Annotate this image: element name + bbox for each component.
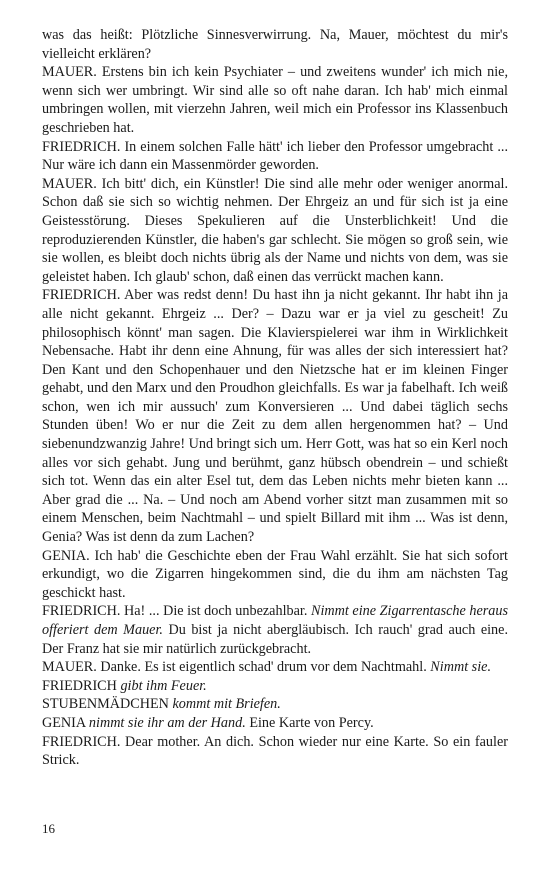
text-paragraph [42,714,508,733]
text-paragraph [42,733,508,770]
dialogue-text: FRIEDRICH. Dear mother. An dich. Schon wieder nur eine Karte. So ein fauler Strick. [42,733,508,769]
dialogue-text: Eine Karte von Percy. [245,714,374,731]
text-paragraph [42,677,508,696]
stage-direction: kommt mit Briefen. [172,696,281,713]
stage-direction: nimmt sie ihr am der Hand. [88,714,246,731]
dialogue-text: was das heißt: Plötzliche Sinnesverwirrung. Na, Mauer, möchtest du mir's vielleicht erklären? [42,27,508,62]
text-paragraph [42,602,508,658]
text-paragraph [42,63,508,137]
stage-direction: Nimmt sie. [430,659,491,676]
page-number: 16 [42,821,55,836]
stage-direction: gibt ihm Feuer. [120,677,207,694]
text-paragraph [42,286,508,546]
text-paragraph [42,547,508,603]
page-text [42,26,508,770]
text-paragraph [42,138,508,175]
dialogue-text: FRIEDRICH. Aber was redst denn! Du hast ihn ja nicht gekannt. Ihr habt ihn ja alle nicht gekannt. Ehrgeiz ... Der? – Dazu war er ja viel zu gescheit! Zu philosophisch könnt' man sagen. Die Klavierspielerei war ihm in Wirklichkeit Nebensache. Habt ihr denn eine Ahnung, für was alles der sich interessiert hat? Den Kant und den Schopenhauer und den Nietzsche hat er im kleinen Finger gehabt, und den Marx und den Proudhon gleichfalls. Es war ja fabelhaft. Ich weiß schon, wen ich mir aussuch' zum Konversieren ... Und dabei täglich sechs Stunden üben! Wo er nur die Zeit zu dem allen hergenommen hat? – Und siebenundzwanzig Jahre! Und bringt sich um. Herr Gott, was hat so ein Kerl noch alles vor sich gehabt. Jung und berühmt, ganz hübsch obendrein – und schießt sich tot. Wenn das ein alter Esel tut, dem das Leben nichts mehr bieten kann ... Aber grad die ... Na. – Und noch am Abend vorher sitzt man zusammen mit so einem Menschen, beim Nachtmahl – und spielt Billard mit ihm ... Was ist denn, Genia? Was ist denn da zum Lachen? [42,287,508,546]
text-paragraph [42,175,508,287]
dialogue-text: GENIA. Ich hab' die Geschichte eben der Frau Wahl erzählt. Sie hat sich sofort erkundigt, wo die Zigarren hingekommen sind, die du ihm am nächsten Tag geschickt hast. [42,547,508,601]
dialogue-text: GENIA [42,714,89,731]
dialogue-text: FRIEDRICH. Ha! ... Die ist doch unbezahlbar. [42,603,311,620]
dialogue-text: FRIEDRICH. In einem solchen Falle hätt' ich lieber den Professor umgebracht ... Nur wäre ich dann ein Massenmörder geworden. [42,138,508,174]
text-paragraph [42,658,508,677]
dialogue-text: STUBENMÄDCHEN [42,696,173,713]
stage-direction: Nimmt eine Zigarrentasche heraus offeriert dem Mauer. [42,603,508,638]
dialogue-text: MAUER. Ich bitt' dich, ein Künstler! Die sind alle mehr oder weniger anormal. Schon daß sie sich so wichtig nehmen. Der Ehrgeiz an und für sich ist ja eine Geistesstörung. Dieses Spekulieren auf die Unsterblichkeit! Und die reproduzierenden Künstler, die haben's gar schlecht. Sie mögen so groß sein, wie sie wollen, es bleibt doch nichts übrig als der Name und nichts von dem, was sie geleistet haben. Ich glaub' schon, daß einen das verrückt machen kann. [42,175,508,285]
dialogue-text: FRIEDRICH [42,677,121,694]
text-paragraph [42,695,508,714]
dialogue-text: MAUER. Danke. Es ist eigentlich schad' drum vor dem Nachtmahl. [42,659,431,676]
dialogue-text: Du bist ja nicht abergläubisch. Ich rauch' grad auch eine. Der Franz hat sie mir natürlich zurückgebracht. [42,622,508,657]
dialogue-text: MAUER. Erstens bin ich kein Psychiater – und zweitens wunder' ich mich nie, wenn sich wer umbringt. Wir sind alle so oft nahe daran. Ich hab' mich einmal umbringen wollen, mit vierzehn Jahren, weil mich ein Professor ins Klassenbuch geschrieben hat. [42,64,508,136]
text-paragraph [42,26,508,63]
